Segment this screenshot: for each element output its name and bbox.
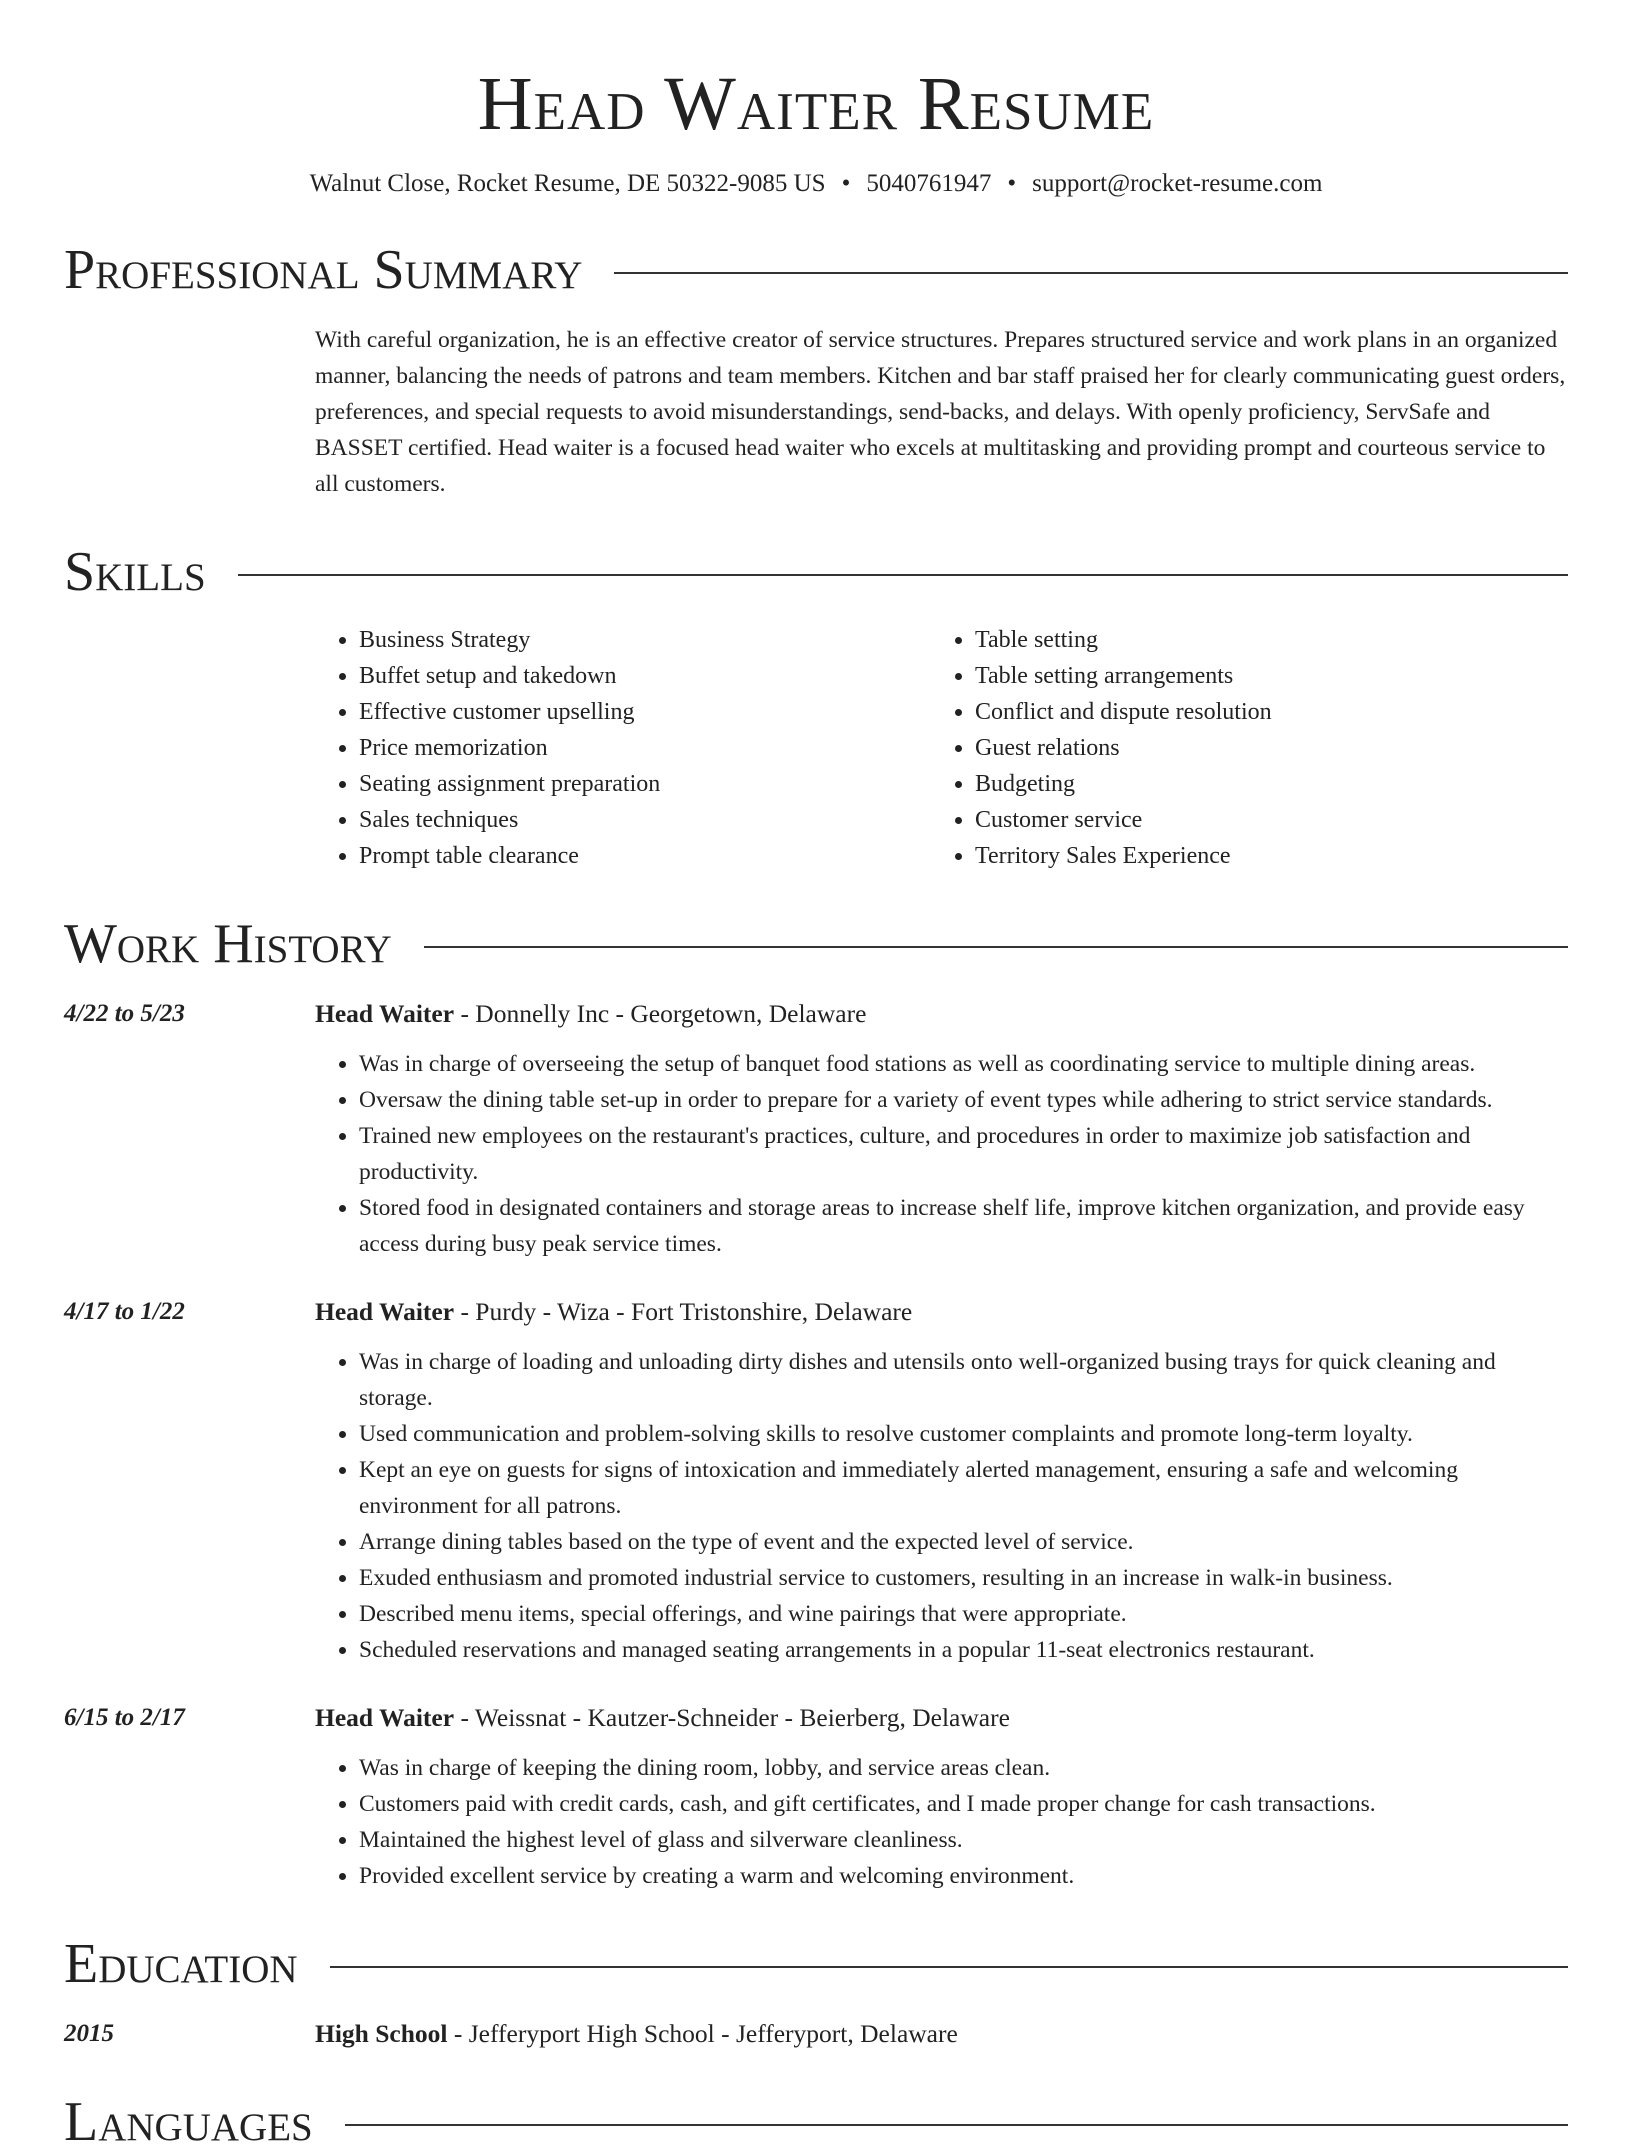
job-dates: 4/17 to 1/22 <box>64 1298 185 1325</box>
job-entry <box>64 1700 1568 1894</box>
summary-text: With careful organization, he is an effective creator of service structures. Prepares structured service and work plans in an organized manner, balancing the needs of patrons and team members. Kitchen and bar staff praised her for clearly communicating guest orders, preferences, and special requests to avoid misunderstandings, send-backs, and delays. With openly proficiency, ServSafe and BASSET certified. Head waiter is a focused head waiter who excels at multitasking and providing prompt and courteous service to all customers. <box>315 327 1566 497</box>
skill-item: • Territory Sales Experience <box>975 838 1547 874</box>
education-heading: Education <box>64 1933 298 1995</box>
skills-column-left <box>315 622 931 874</box>
skill-item: • Effective customer upselling <box>359 694 931 730</box>
contact-address: Walnut Close, Rocket Resume, DE 50322-9085 US <box>309 170 826 197</box>
job-dates: 6/15 to 2/17 <box>64 1704 185 1731</box>
job-bullet: • Described menu items, special offerings, and wine pairings that were appropriate. <box>359 1596 1568 1632</box>
job-dates: 4/22 to 5/23 <box>64 1000 185 1027</box>
skills-heading: Skills <box>64 541 206 603</box>
job-title-line <box>315 996 1568 1032</box>
skill-item: • Business Strategy <box>359 622 931 658</box>
skill-item: • Customer service <box>975 802 1547 838</box>
job-bullet: • Customers paid with credit cards, cash, and gift certificates, and I made proper change for cash transactions. <box>359 1786 1568 1822</box>
skill-item: • Budgeting <box>975 766 1547 802</box>
section-divider <box>330 1966 1568 1968</box>
skill-item: • Price memorization <box>359 730 931 766</box>
job-bullets <box>315 1750 1568 1894</box>
job-bullet: • Trained new employees on the restaurant's practices, culture, and procedures in order to maximize job satisfaction and productivity. <box>359 1118 1568 1190</box>
job-bullets <box>315 1046 1568 1262</box>
contact-phone: 5040761947 <box>866 170 992 197</box>
job-role: Head Waiter <box>315 1703 455 1732</box>
skill-item: • Seating assignment preparation <box>359 766 931 802</box>
job-bullet: • Used communication and problem-solving skills to resolve customer complaints and promote long-term loyalty. <box>359 1416 1568 1452</box>
work-section-header <box>64 912 1568 976</box>
job-bullet: • Scheduled reservations and managed seating arrangements in a popular 11-seat electronics restaurant. <box>359 1632 1568 1668</box>
skills-column-right <box>931 622 1547 874</box>
section-divider <box>614 272 1568 274</box>
job-employer: - Purdy - Wiza - Fort Tristonshire, Delaware <box>454 1297 913 1326</box>
education-year: 2015 <box>64 2020 114 2047</box>
contact-line <box>64 168 1568 200</box>
job-bullet: • Stored food in designated containers and storage areas to increase shelf life, improve kitchen organization, and provide easy access during busy peak service times. <box>359 1190 1568 1262</box>
skill-item: • Guest relations <box>975 730 1547 766</box>
job-bullets <box>315 1344 1568 1668</box>
languages-section-header <box>64 2090 1568 2154</box>
education-degree: High School <box>315 2019 448 2048</box>
job-bullet: • Was in charge of keeping the dining room, lobby, and service areas clean. <box>359 1750 1568 1786</box>
job-role: Head Waiter <box>315 999 455 1028</box>
skill-item: • Table setting <box>975 622 1547 658</box>
contact-separator: • <box>841 170 851 197</box>
job-bullet: • Provided excellent service by creating a warm and welcoming environment. <box>359 1858 1568 1894</box>
skill-item: • Conflict and dispute resolution <box>975 694 1547 730</box>
job-title-line <box>315 1700 1568 1736</box>
job-entry <box>64 1294 1568 1668</box>
section-divider <box>238 574 1568 576</box>
education-entry <box>64 2016 1568 2052</box>
skill-item: • Buffet setup and takedown <box>359 658 931 694</box>
job-role: Head Waiter <box>315 1297 455 1326</box>
education-section-header <box>64 1932 1568 1996</box>
education-line <box>315 2016 1568 2052</box>
summary-heading: Professional Summary <box>64 239 583 301</box>
job-bullet: • Exuded enthusiasm and promoted industrial service to customers, resulting in an increase in walk-in business. <box>359 1560 1568 1596</box>
skills-list <box>315 622 1568 874</box>
job-entry <box>64 996 1568 1262</box>
section-divider <box>345 2124 1568 2126</box>
job-bullet: • Kept an eye on guests for signs of intoxication and immediately alerted management, ensuring a safe and welcoming environment for all patrons. <box>359 1452 1568 1524</box>
skill-item: • Sales techniques <box>359 802 931 838</box>
job-bullet: • Oversaw the dining table set-up in order to prepare for a variety of event types while adhering to strict service standards. <box>359 1082 1568 1118</box>
job-bullet: • Arrange dining tables based on the type of event and the expected level of service. <box>359 1524 1568 1560</box>
job-bullet: • Was in charge of loading and unloading dirty dishes and utensils onto well-organized busing trays for quick cleaning and storage. <box>359 1344 1568 1416</box>
skill-item: • Prompt table clearance <box>359 838 931 874</box>
skill-item: • Table setting arrangements <box>975 658 1547 694</box>
summary-section-header <box>64 238 1568 302</box>
education-school: - Jefferyport High School - Jefferyport, Delaware <box>447 2019 958 2048</box>
section-divider <box>424 946 1568 948</box>
work-heading: Work History <box>64 913 392 975</box>
job-bullet: • Maintained the highest level of glass and silverware cleanliness. <box>359 1822 1568 1858</box>
job-employer: - Donnelly Inc - Georgetown, Delaware <box>454 999 867 1028</box>
languages-heading: Languages <box>64 2091 313 2153</box>
skills-section-header <box>64 540 1568 604</box>
contact-email: support@rocket-resume.com <box>1032 170 1323 197</box>
job-bullet: • Was in charge of overseeing the setup of banquet food stations as well as coordinating service to multiple dining areas. <box>359 1046 1568 1082</box>
resume-title: Head Waiter Resume <box>477 62 1155 146</box>
job-employer: - Weissnat - Kautzer-Schneider - Beierberg, Delaware <box>454 1703 1010 1732</box>
job-title-line <box>315 1294 1568 1330</box>
contact-separator: • <box>1007 170 1017 197</box>
